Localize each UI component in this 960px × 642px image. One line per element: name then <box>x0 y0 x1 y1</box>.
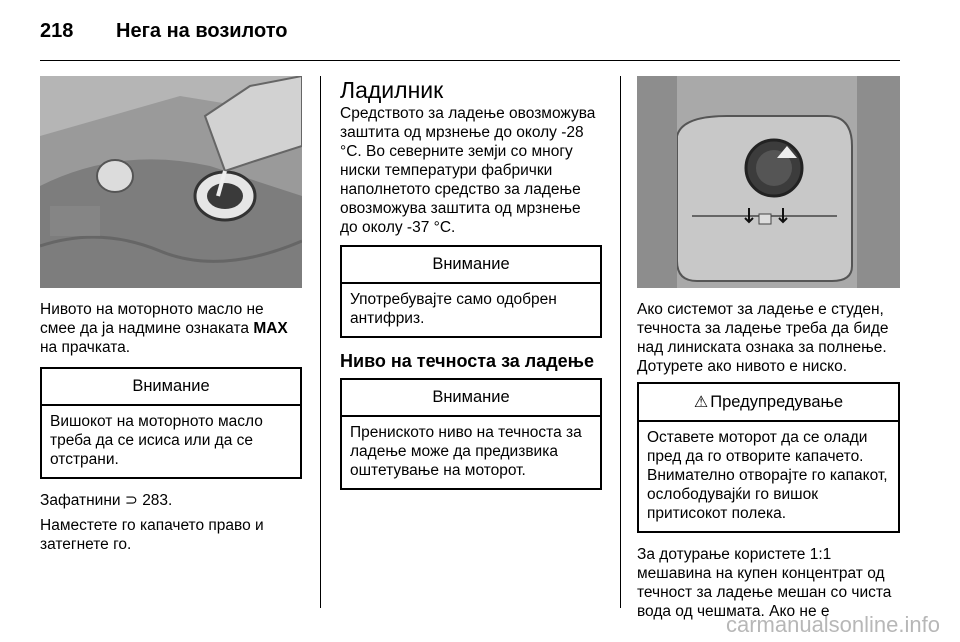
oil-fill-image <box>40 76 302 288</box>
column-divider <box>320 76 321 608</box>
page-reference-icon: ⊃ <box>124 492 138 509</box>
attention-heading: Внимание <box>342 380 600 417</box>
page-header <box>40 20 287 50</box>
column-divider <box>620 76 621 608</box>
attention-heading: Внимание <box>342 247 600 284</box>
page-number: 218 <box>40 20 74 42</box>
reference-page[interactable]: 283. <box>142 492 173 509</box>
warning-box <box>637 382 900 533</box>
attention-body: Употребувајте само одобрен антифриз. <box>350 291 557 327</box>
capacity-reference <box>40 491 302 510</box>
attention-heading: Внимание <box>42 369 300 406</box>
warning-heading-text: Предупредување <box>710 393 844 411</box>
warning-body: Оставете моторот да се олади пред да го отворите капачето. Внимателно отворајте го капакот, ослободувајќи го вишок притисокот полека. <box>647 429 888 522</box>
column-1 <box>40 76 302 554</box>
topping-up-text: За дотурање користете 1:1 мешавина на купен концентрат од течност за ладење мешан со чиста вода од чешмата. Ако не е <box>637 546 892 620</box>
coolant-reservoir-illustration <box>637 76 900 288</box>
max-mark-label: MAX <box>253 320 288 337</box>
oil-level-text-start: Нивото на моторното масло не смее да ја надмине ознаката <box>40 301 264 337</box>
coolant-description: Средството за ладење овозможува заштита од мрзнење до околу -28 °C. Во северните земји со многу ниски температури фабрички наполнетото средство за ладење овозможува заштита од мрзнење до околу -37 °C. <box>340 105 596 236</box>
attention-body: Прениското ниво на течноста за ладење може да предизвика оштетување на моторот. <box>350 424 582 479</box>
attention-body: Вишокот на моторното масло треба да се исиса или да се отстрани. <box>50 413 263 468</box>
coolant-level-text: Ако системот за ладење е студен, течноста за ладење треба да биде над линиската ознака за полнење. Дотурете ако нивото е ниско. <box>637 301 889 375</box>
attention-box <box>340 378 602 490</box>
oil-fill-illustration <box>40 76 302 288</box>
oil-level-text-end: на прачката. <box>40 339 131 356</box>
coolant-reservoir-image <box>637 76 900 288</box>
header-rule <box>40 60 900 61</box>
cap-instruction: Наместете го капачето право и затегнете го. <box>40 517 264 553</box>
page-title: Нега на возилото <box>116 20 288 42</box>
watermark: carmanualsonline.info <box>725 612 940 637</box>
attention-box <box>340 245 602 338</box>
reference-label: Зафатнини <box>40 492 121 509</box>
attention-box <box>40 367 302 479</box>
oil-level-text <box>40 300 302 357</box>
warning-triangle-icon: ⚠ <box>693 394 709 411</box>
warning-heading <box>639 384 898 422</box>
subsection-heading: Ниво на течноста за ладење <box>340 351 594 371</box>
section-heading: Ладилник <box>340 77 444 103</box>
column-3 <box>637 76 900 621</box>
column-2 <box>340 76 602 490</box>
